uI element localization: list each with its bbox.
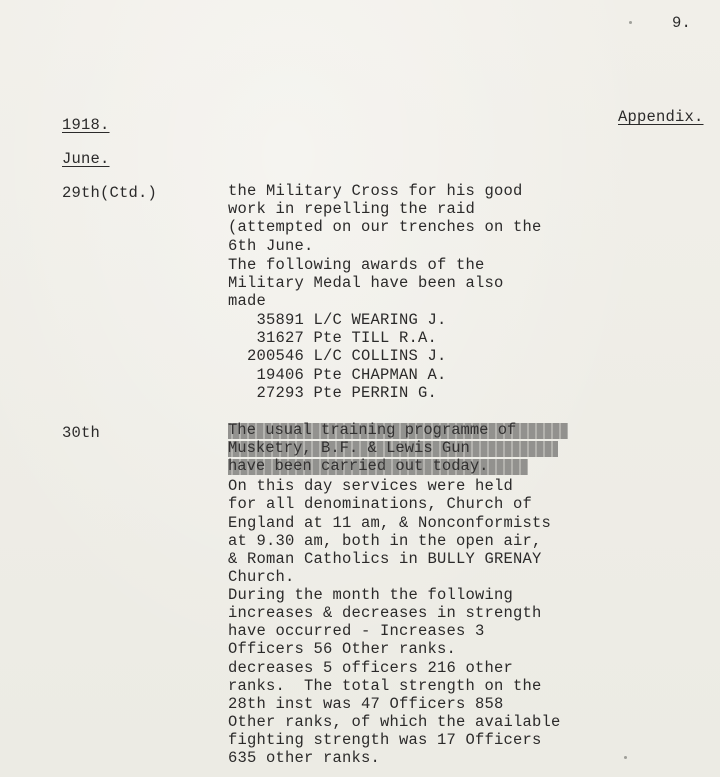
text-line: 635 other ranks. <box>228 749 381 767</box>
award-line: 31627 Pte TILL R.A. <box>228 329 438 347</box>
text-line: work in repelling the raid <box>228 200 476 218</box>
text-line: Other ranks, of which the available <box>228 713 561 731</box>
text-line: have occurred - Increases 3 <box>228 622 485 640</box>
award-line: 35891 L/C WEARING J. <box>228 311 447 329</box>
text-line: Officers 56 Other ranks. <box>228 640 457 658</box>
strike-overlay <box>228 459 528 475</box>
award-line: 19406 Pte CHAPMAN A. <box>228 366 447 384</box>
paper-speck <box>629 21 632 24</box>
text-line: ranks. The total strength on the <box>228 677 542 695</box>
text-line: increases & decreases in strength <box>228 604 542 622</box>
text-line: at 9.30 am, both in the open air, <box>228 532 542 550</box>
text-line: decreases 5 officers 216 other <box>228 659 514 677</box>
text-line: for all denominations, Church of <box>228 495 533 513</box>
award-line: 200546 L/C COLLINS J. <box>228 347 447 365</box>
text-line: Church. <box>228 568 295 586</box>
text-line: Military Medal have been also <box>228 274 504 292</box>
text-line: 6th June. <box>228 237 314 255</box>
award-line: 27293 Pte PERRIN G. <box>228 384 438 402</box>
year-heading: 1918. <box>62 116 110 134</box>
text-line: & Roman Catholics in BULLY GRENAY <box>228 550 542 568</box>
paper-speck <box>624 756 627 759</box>
text-line: On this day services were held <box>228 477 514 495</box>
page-number: 9. <box>672 14 692 32</box>
text-line: (attempted on our trenches on the <box>228 218 542 236</box>
entry-date: 30th <box>62 424 101 442</box>
text-line: fighting strength was 17 Officers <box>228 731 542 749</box>
text-line: England at 11 am, & Nonconformists <box>228 514 552 532</box>
appendix-label: Appendix. <box>618 108 704 126</box>
text-line: During the month the following <box>228 586 514 604</box>
entry-date: 29th(Ctd.) <box>62 184 158 202</box>
text-line: made <box>228 292 267 310</box>
strike-overlay <box>228 441 558 457</box>
text-line: the Military Cross for his good <box>228 182 523 200</box>
text-line: 28th inst was 47 Officers 858 <box>228 695 504 713</box>
text-line: The following awards of the <box>228 256 485 274</box>
strike-overlay <box>228 423 568 439</box>
month-heading: June. <box>62 150 110 168</box>
